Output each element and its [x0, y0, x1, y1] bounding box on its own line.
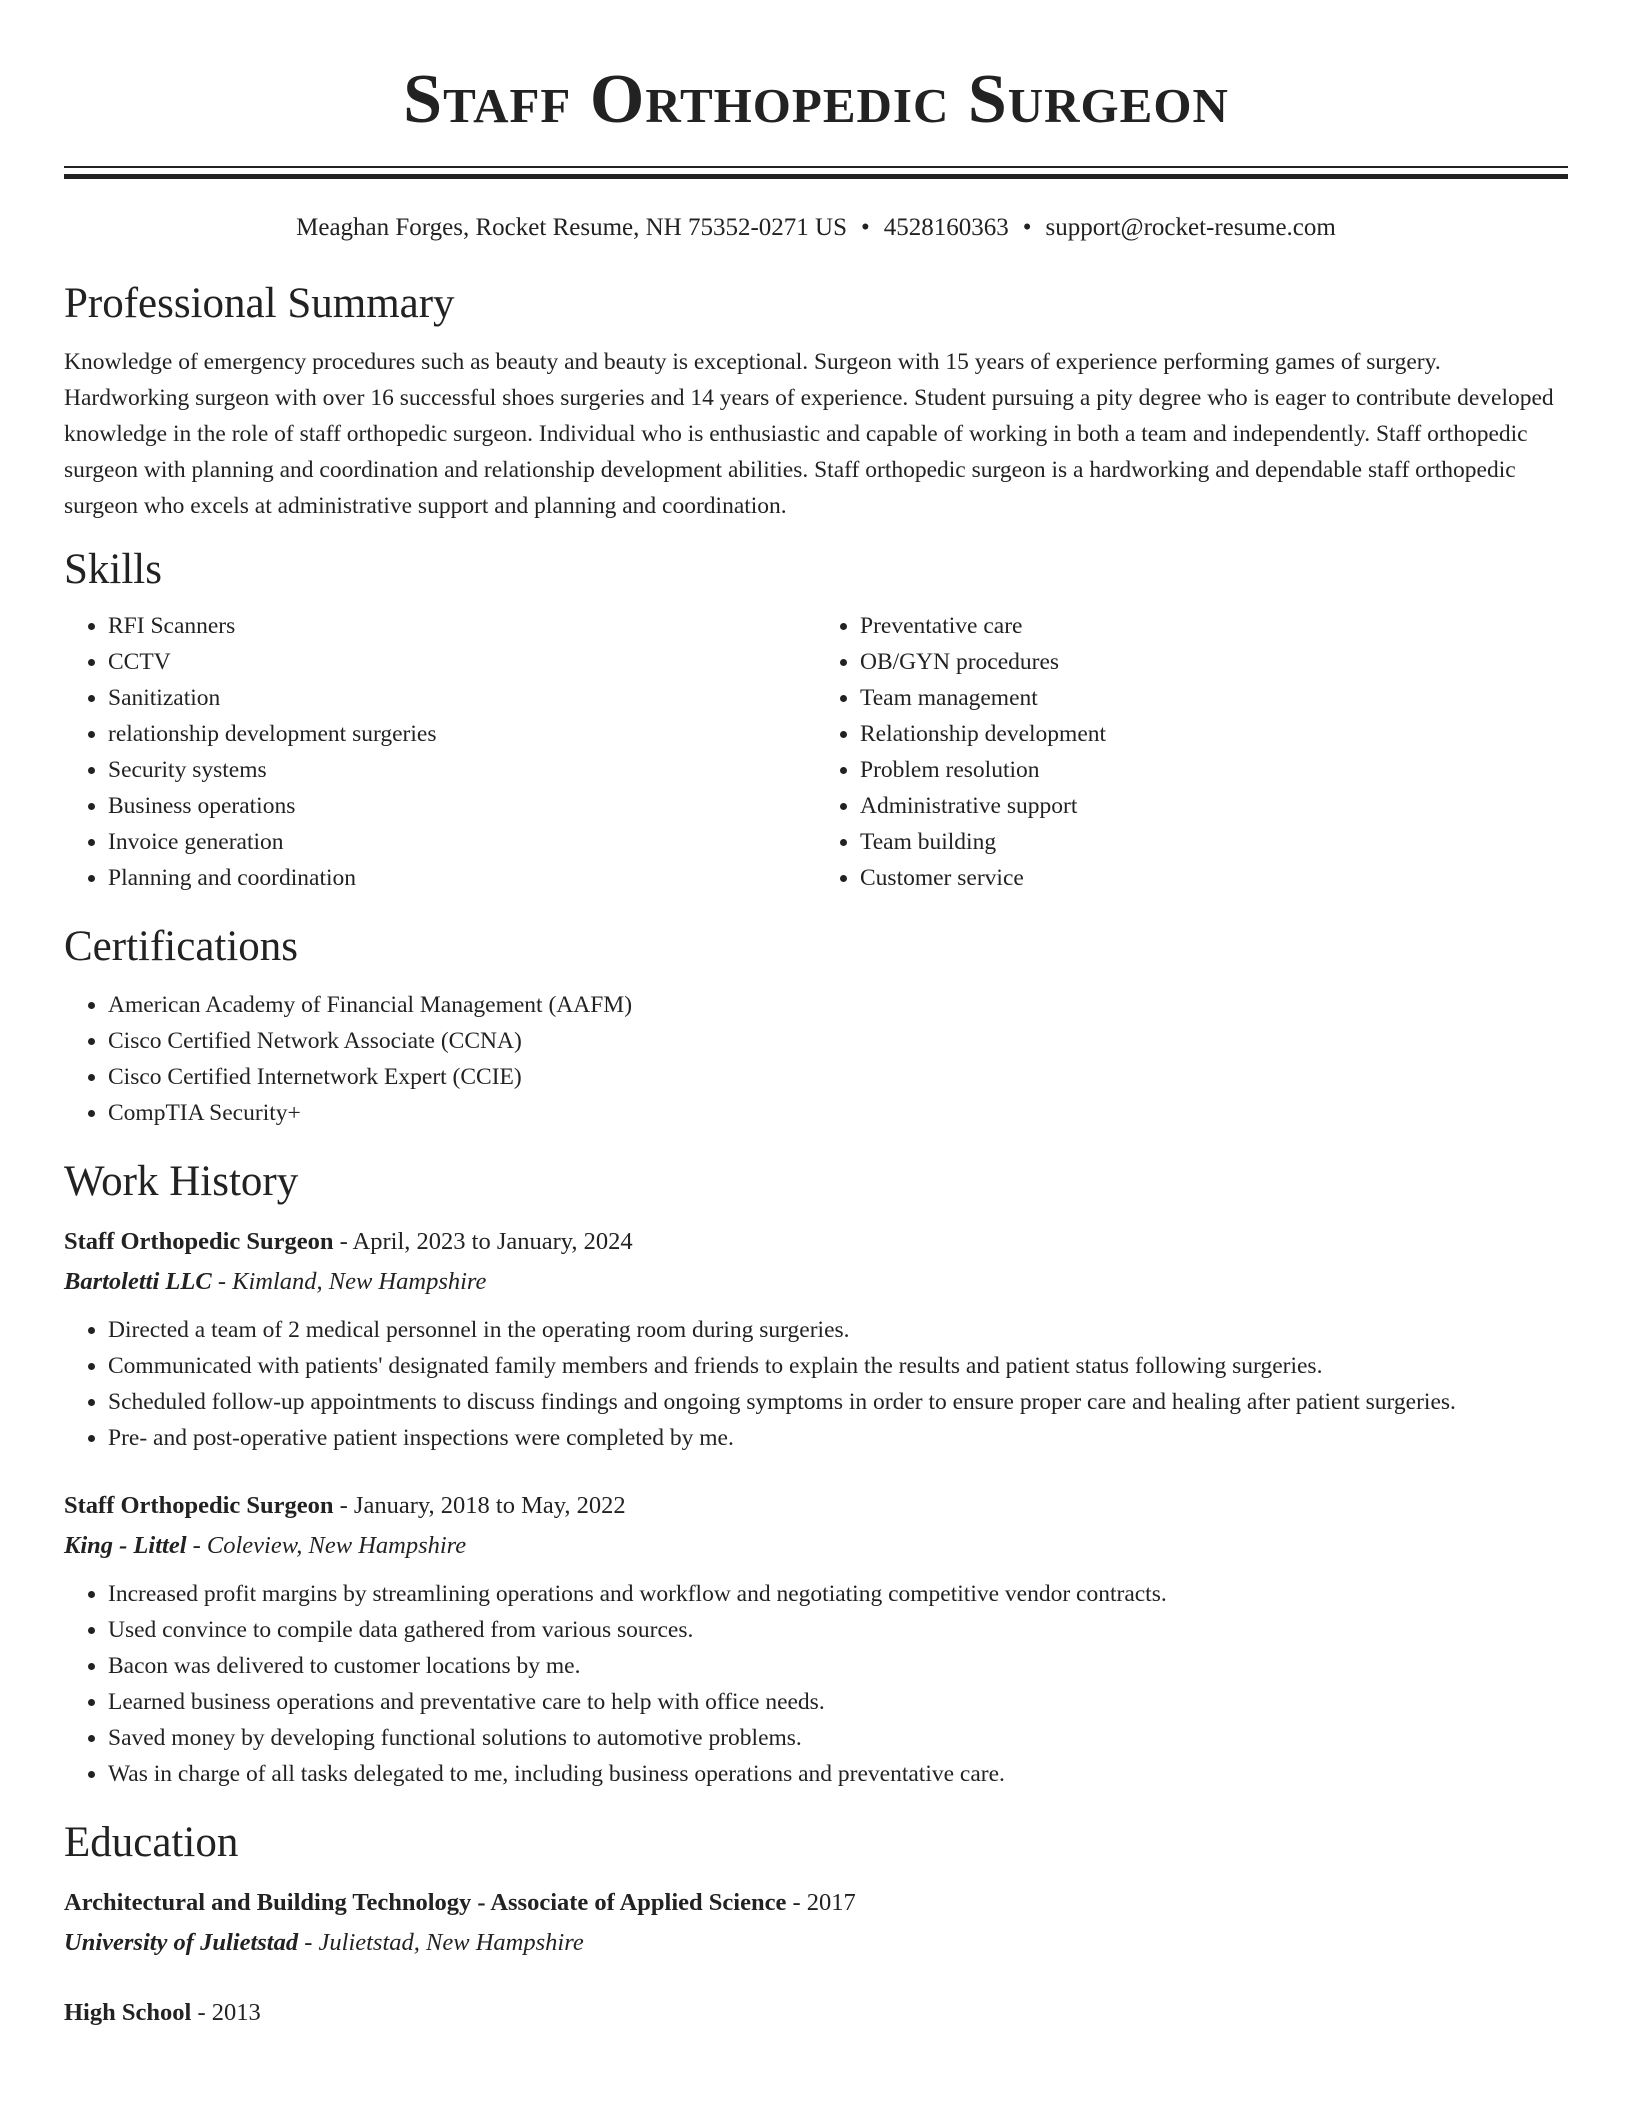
job-bullet: • Bacon was delivered to customer locations by me. [108, 1648, 1568, 1684]
education-degree-line [64, 1883, 1568, 1923]
job-bullet: • Saved money by developing functional solutions to automotive problems. [108, 1720, 1568, 1756]
job-bullet: • Was in charge of all tasks delegated to me, including business operations and preventative care. [108, 1756, 1568, 1792]
contact-email: support@rocket-resume.com [1045, 214, 1336, 241]
job-company-line [64, 1262, 1568, 1302]
education-degree: Architectural and Building Technology - Associate of Applied Science [64, 1889, 787, 1916]
education-year: - 2013 [191, 1999, 261, 2026]
skill-item: • Customer service [860, 860, 1568, 896]
job-dates: - January, 2018 to May, 2022 [333, 1492, 626, 1519]
job-entry [64, 1486, 1568, 1792]
title-divider-thick [64, 174, 1568, 179]
job-company: King - Littel [64, 1532, 187, 1559]
job-location: - Coleview, New Hampshire [186, 1532, 467, 1559]
job-entry [64, 1222, 1568, 1456]
education-entry [64, 1993, 1568, 2033]
summary-text: Knowledge of emergency procedures such as beauty and beauty is exceptional. Surgeon with 15 years of experience performing games of surgery. Hardworking surgeon with over 16 successful shoes surgeries and 14 years of experience. Student pursuing a pity degree who is eager to contribute developed knowledge in the role of staff orthopedic surgeon. Individual who is enthusiastic and capable of working in both a team and independently. Staff orthopedic surgeon with planning and coordination and relationship development abilities. Staff orthopedic surgeon is a hardworking and dependable staff orthopedic surgeon who excels at administrative support and planning and coordination. [64, 349, 1554, 519]
job-bullets [64, 1576, 1568, 1792]
job-bullet: • Increased profit margins by streamlining operations and workflow and negotiating competitive vendor contracts. [108, 1576, 1568, 1612]
contact-address: Meaghan Forges, Rocket Resume, NH 75352-0271 US [296, 214, 848, 241]
job-bullet: • Used convince to compile data gathered from various sources. [108, 1612, 1568, 1648]
job-bullet: • Directed a team of 2 medical personnel in the operating room during surgeries. [108, 1312, 1568, 1348]
skill-item: • Relationship development [860, 716, 1568, 752]
skill-item: • Sanitization [108, 680, 816, 716]
skills-list-left [64, 608, 816, 896]
job-title-line [64, 1222, 1568, 1262]
job-bullets [64, 1312, 1568, 1456]
title-divider-thin [64, 166, 1568, 168]
skill-item: • OB/GYN procedures [860, 644, 1568, 680]
skills-list-right [816, 608, 1568, 896]
skill-item: • Planning and coordination [108, 860, 816, 896]
job-bullet: • Learned business operations and preventative care to help with office needs. [108, 1684, 1568, 1720]
contact-line [64, 212, 1568, 244]
section-heading-summary: Professional Summary [64, 280, 455, 327]
skill-item: • Problem resolution [860, 752, 1568, 788]
job-bullet: • Communicated with patients' designated family members and friends to explain the results and patient status following surgeries. [108, 1348, 1568, 1384]
education-year: - 2017 [786, 1889, 856, 1916]
page-title: Staff Orthopedic Surgeon [403, 61, 1229, 138]
separator-dot: • [861, 214, 870, 241]
education-entry [64, 1883, 1568, 1963]
section-heading-work-history: Work History [64, 1158, 299, 1205]
skill-item: • Security systems [108, 752, 816, 788]
contact-phone: 4528160363 [883, 214, 1009, 241]
certification-item: • Cisco Certified Internetwork Expert (CCIE) [108, 1059, 1568, 1095]
skill-item: • Team management [860, 680, 1568, 716]
education-degree-line [64, 1993, 1568, 2033]
job-title: Staff Orthopedic Surgeon [64, 1228, 334, 1255]
skill-item: • Administrative support [860, 788, 1568, 824]
skill-item: • relationship development surgeries [108, 716, 816, 752]
certification-item: • Cisco Certified Network Associate (CCNA) [108, 1023, 1568, 1059]
job-bullet: • Pre- and post-operative patient inspections were completed by me. [108, 1420, 1568, 1456]
skill-item: • Business operations [108, 788, 816, 824]
section-heading-skills: Skills [64, 546, 162, 593]
education-location: - Julietstad, New Hampshire [298, 1929, 584, 1956]
skills-columns [64, 608, 1568, 896]
skill-item: • RFI Scanners [108, 608, 816, 644]
job-dates: - April, 2023 to January, 2024 [333, 1228, 633, 1255]
job-bullet: • Scheduled follow-up appointments to discuss findings and ongoing symptoms in order to ensure proper care and healing after patient surgeries. [108, 1384, 1568, 1420]
job-location: - Kimland, New Hampshire [211, 1268, 487, 1295]
skill-item: • Team building [860, 824, 1568, 860]
job-company: Bartoletti LLC [64, 1268, 212, 1295]
education-school-line [64, 1923, 1568, 1963]
skill-item: • Invoice generation [108, 824, 816, 860]
section-heading-education: Education [64, 1819, 239, 1866]
skill-item: • Preventative care [860, 608, 1568, 644]
job-title-line [64, 1486, 1568, 1526]
job-company-line [64, 1526, 1568, 1566]
section-heading-certifications: Certifications [64, 923, 299, 970]
education-school: University of Julietstad [64, 1929, 299, 1956]
certification-item: • American Academy of Financial Management (AAFM) [108, 987, 1568, 1023]
skill-item: • CCTV [108, 644, 816, 680]
job-title: Staff Orthopedic Surgeon [64, 1492, 334, 1519]
certification-item: • CompTIA Security+ [108, 1095, 1568, 1131]
certifications-list [64, 987, 1568, 1131]
separator-dot: • [1022, 214, 1032, 241]
education-degree: High School [64, 1999, 192, 2026]
